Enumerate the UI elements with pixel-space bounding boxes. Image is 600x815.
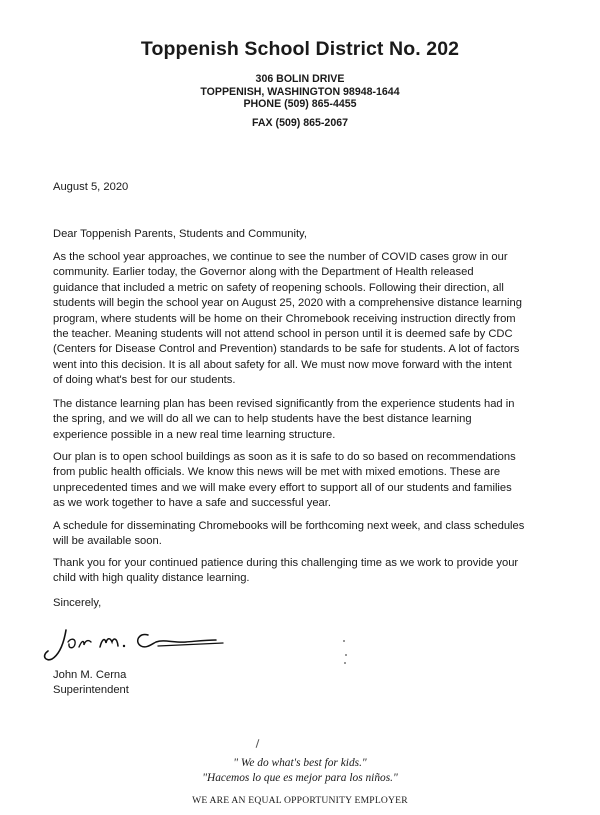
scan-mark bbox=[256, 739, 260, 748]
scan-speck bbox=[343, 640, 345, 642]
address-block bbox=[0, 73, 600, 111]
paragraph-line: went into this decision. It is all about safety for all. We must now move forward with the intent bbox=[53, 358, 512, 371]
paragraph-4 bbox=[53, 519, 598, 550]
paragraph-2 bbox=[53, 397, 598, 443]
paragraph-line: of doing what's best for our students. bbox=[53, 374, 236, 387]
paragraph-5 bbox=[53, 556, 598, 587]
paragraph-line: students will begin the school year on August 25, 2020 with a comprehensive distance learning bbox=[53, 297, 522, 310]
paragraph-line: unprecedented times and we will make every effort to support all of our students and families bbox=[53, 481, 512, 494]
motto-english: " We do what's best for kids." bbox=[233, 757, 367, 769]
paragraph-line: will be available soon. bbox=[53, 535, 162, 548]
paragraph-line: (Centers for Disease Control and Prevention) standards to be safe for students. A lot of factors bbox=[53, 343, 520, 356]
city-state-zip: TOPPENISH, WASHINGTON 98948-1644 bbox=[200, 85, 400, 98]
handwritten-signature bbox=[38, 618, 238, 668]
paragraph-line: community. Earlier today, the Governor along with the Department of Health released bbox=[53, 266, 474, 279]
paragraph-line: Thank you for your continued patience during this challenging time as we work to provide your bbox=[53, 557, 519, 569]
paragraph-line: from public health officials. We know this news will be met with mixed emotions. These are bbox=[53, 466, 501, 479]
paragraph-line: child with high quality distance learning. bbox=[53, 572, 250, 585]
signer-block bbox=[53, 668, 598, 699]
fax-number: FAX (509) 865-2067 bbox=[252, 116, 348, 129]
paragraph-line: Our plan is to open school buildings as soon as it is safe to do so based on recommendations bbox=[53, 451, 516, 463]
district-name: Toppenish School District No. 202 bbox=[140, 38, 460, 60]
signer-name: John M. Cerna bbox=[53, 669, 127, 681]
paragraph-line: guidance that included a metric on safety of reopening schools. Following their direction, all bbox=[53, 281, 504, 294]
paragraph-line: the spring, and we will do all we can to help students have the best distance learning bbox=[53, 413, 472, 426]
paragraph-line: As the school year approaches, we continue to see the number of COVID cases grow in our bbox=[53, 251, 508, 263]
street-address: 306 BOLIN DRIVE bbox=[255, 73, 345, 85]
district-motto bbox=[0, 756, 600, 785]
paragraph-line: program, where students will be home on their Chromebook receiving instruction directly from bbox=[53, 312, 516, 325]
paragraph-line: The distance learning plan has been revised significantly from the experience students had in bbox=[53, 398, 515, 410]
paragraph-1 bbox=[53, 250, 598, 389]
letter-date: August 5, 2020 bbox=[53, 181, 129, 193]
scan-speck bbox=[344, 662, 346, 664]
signer-title: Superintendent bbox=[53, 684, 129, 697]
motto-spanish: "Hacemos lo que es mejor para los niños." bbox=[202, 771, 398, 784]
scan-speck bbox=[345, 654, 347, 656]
paragraph-line: A schedule for disseminating Chromebooks will be forthcoming next week, and class schedules bbox=[53, 520, 525, 532]
greeting: Dear Toppenish Parents, Students and Community, bbox=[53, 228, 307, 240]
letterhead bbox=[0, 38, 600, 129]
phone-number: PHONE (509) 865-4455 bbox=[243, 98, 357, 111]
paragraph-line: the teacher. Meaning students will not attend school in person until it is deemed safe by CDC bbox=[53, 327, 513, 340]
paragraph-3 bbox=[53, 450, 598, 512]
paragraph-line: as we work together to have a safe and successful year. bbox=[53, 497, 331, 510]
closing: Sincerely, bbox=[53, 597, 102, 609]
paragraph-line: experience possible in a new real time learning structure. bbox=[53, 428, 336, 441]
equal-opportunity-statement: WE ARE AN EQUAL OPPORTUNITY EMPLOYER bbox=[192, 795, 408, 806]
